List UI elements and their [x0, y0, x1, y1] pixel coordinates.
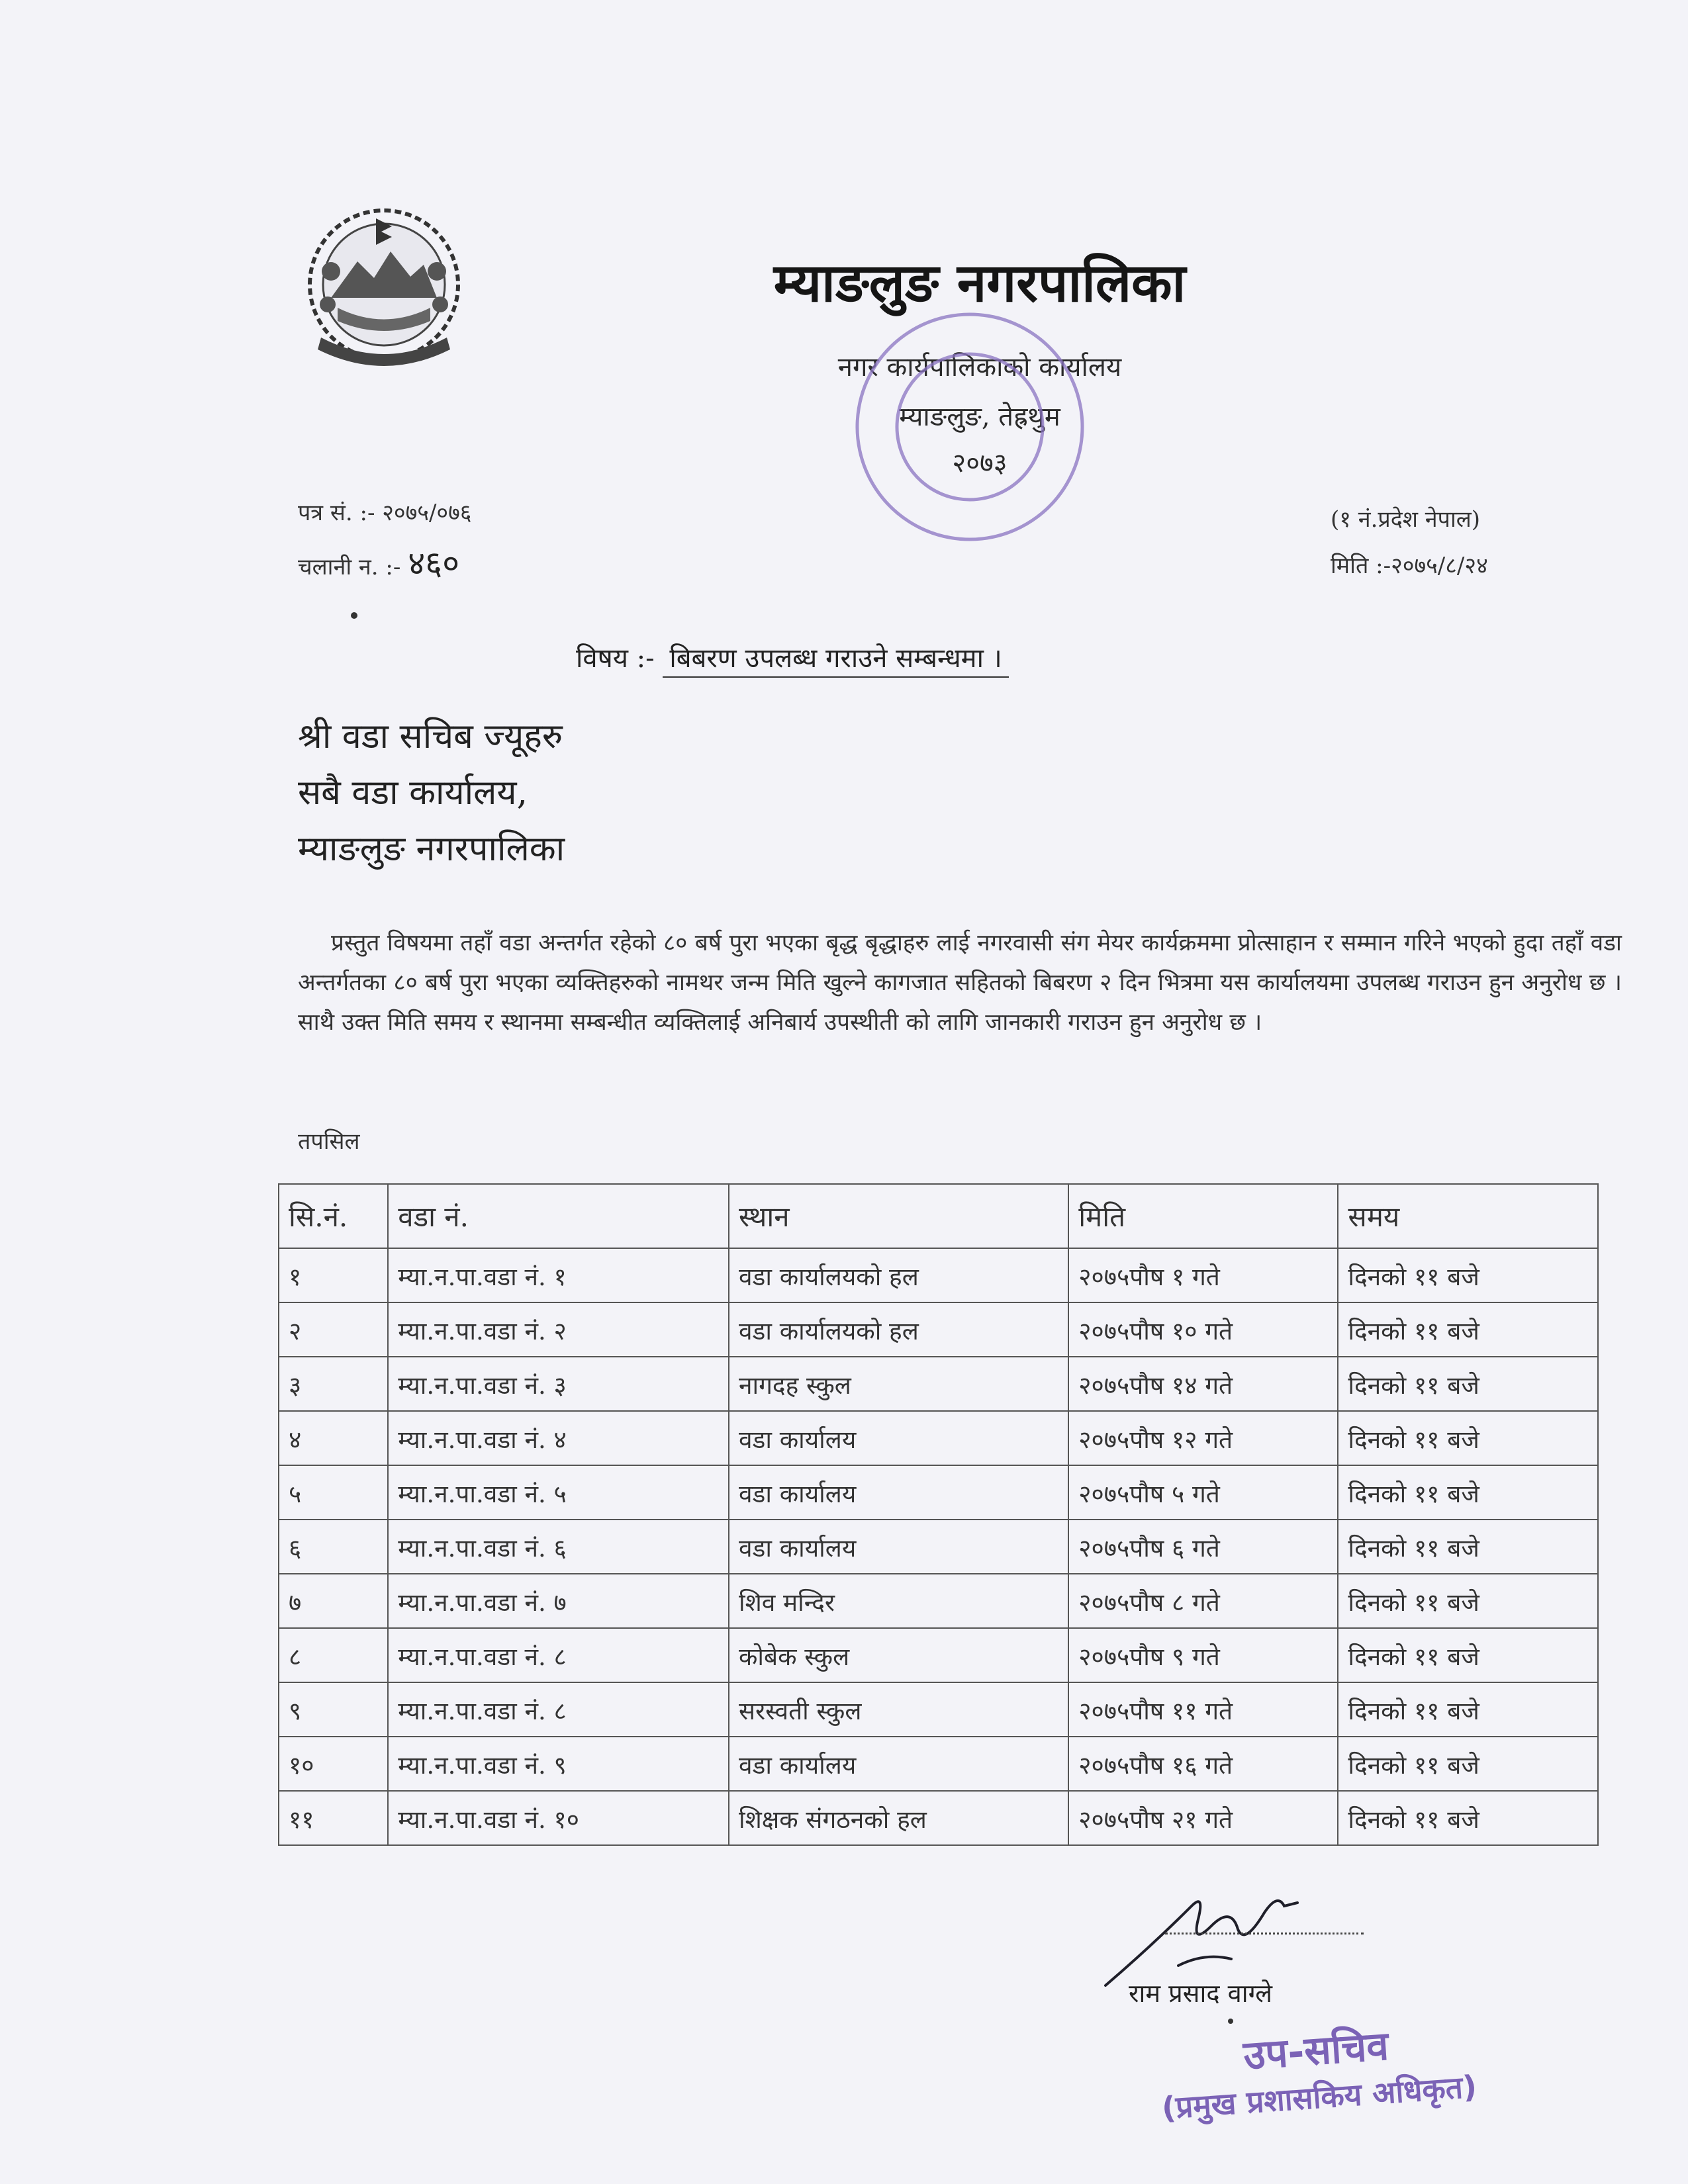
established-year: २०७३ — [952, 448, 1008, 478]
nepal-emblem-icon — [291, 199, 477, 377]
patra-number — [298, 496, 471, 527]
cell-date: २०७५पौष १२ गते — [1068, 1411, 1338, 1465]
office-name: नगर कार्यपालिकाको कार्यालय — [837, 352, 1122, 383]
header-time: समय — [1338, 1184, 1598, 1248]
cell-ward: म्या.न.पा.वडा नं. ५ — [388, 1465, 729, 1520]
cell-ward: म्या.न.पा.वडा नं. १० — [388, 1791, 729, 1845]
header-ward: वडा नं. — [388, 1184, 729, 1248]
chalani-number — [298, 539, 459, 584]
cell-serial: ८ — [279, 1628, 388, 1682]
cell-serial: ७ — [279, 1574, 388, 1628]
letter-body: प्रस्तुत विषयमा तहाँ वडा अन्तर्गत रहेको ८० बर्ष पुरा भएका बृद्ध बृद्धाहरु लाई नगरवासी संग मेयर कार्यक्रममा प्रोत्साहान र सम्मान गरिने भएको हुदा तहाँ वडा अन्तर्गतका ८० बर्ष पुरा भएका व्यक्तिहरुको नामथर जन्म मिति खुल्ने कागजात सहितको बिबरण २ दिन भित्रमा यस कार्यालयमा उपलब्ध गराउन हुन अनुरोध छ । साथै उक्त मिति समय र स्थानमा सम्बन्धीत व्यक्तिलाई अनिबार्य उपस्थीती को लागि जानकारी गराउन हुन अनुरोध छ । — [298, 930, 1622, 1036]
cell-serial: ५ — [279, 1465, 388, 1520]
office-round-stamp-icon — [841, 298, 1099, 556]
table-row — [279, 1411, 1598, 1465]
cell-date: २०७५पौष ५ गते — [1068, 1465, 1338, 1520]
cell-date: २०७५पौष ११ गते — [1068, 1682, 1338, 1737]
cell-ward: म्या.न.पा.वडा नं. ९ — [388, 1737, 729, 1791]
cell-ward: म्या.न.पा.वडा नं. ८ — [388, 1682, 729, 1737]
cell-place: वडा कार्यालय — [729, 1411, 1068, 1465]
cell-place: वडा कार्यालय — [729, 1737, 1068, 1791]
stamp-line-2: (प्रमुख प्रशासकिय अधिकृत) — [1160, 2068, 1478, 2126]
cell-serial: २ — [279, 1302, 388, 1357]
letter-date — [1331, 549, 1488, 580]
ink-speck — [1228, 2019, 1233, 2024]
cell-place: नागदह स्कुल — [729, 1357, 1068, 1411]
header-date: मिति — [1068, 1184, 1338, 1248]
cell-place: कोबेक स्कुल — [729, 1628, 1068, 1682]
cell-ward: म्या.न.पा.वडा नं. ७ — [388, 1574, 729, 1628]
subject-text: बिबरण उपलब्ध गराउने सम्बन्धमा । — [663, 643, 1008, 678]
table-row — [279, 1574, 1598, 1628]
cell-place: वडा कार्यालय — [729, 1520, 1068, 1574]
cell-date: २०७५पौष ९ गते — [1068, 1628, 1338, 1682]
cell-time: दिनको ११ बजे — [1338, 1520, 1598, 1574]
cell-ward: म्या.न.पा.वडा नं. ३ — [388, 1357, 729, 1411]
cell-serial: ११ — [279, 1791, 388, 1845]
date-value: २०७५/८/२४ — [1391, 553, 1488, 579]
addressee-line-2: सबै वडा कार्यालय, — [298, 773, 528, 813]
header-serial: सि.नं. — [279, 1184, 388, 1248]
subject-label: विषय :- — [576, 643, 655, 674]
cell-serial: १० — [279, 1737, 388, 1791]
cell-serial: १ — [279, 1248, 388, 1302]
table-row — [279, 1357, 1598, 1411]
official-designation-stamp — [1149, 2011, 1486, 2129]
cell-date: २०७५पौष १४ गते — [1068, 1357, 1338, 1411]
cell-date: २०७५पौष १६ गते — [1068, 1737, 1338, 1791]
tapasil-label: तपसिल — [298, 1128, 360, 1155]
cell-place: शिक्षक संगठनको हल — [729, 1791, 1068, 1845]
cell-time: दिनको ११ बजे — [1338, 1357, 1598, 1411]
table-row — [279, 1520, 1598, 1574]
table-row — [279, 1682, 1598, 1737]
cell-place: सरस्वती स्कुल — [729, 1682, 1068, 1737]
addressee-line-1: श्री वडा सचिब ज्यूहरु — [298, 717, 563, 756]
cell-serial: ९ — [279, 1682, 388, 1737]
table-row — [279, 1465, 1598, 1520]
table-row — [279, 1302, 1598, 1357]
chalani-value: ४६० — [408, 544, 460, 582]
cell-time: दिनको ११ बजे — [1338, 1737, 1598, 1791]
chalani-label: चलानी न. :- — [298, 554, 401, 580]
cell-date: २०७५पौष १० गते — [1068, 1302, 1338, 1357]
cell-date: २०७५पौष १ गते — [1068, 1248, 1338, 1302]
cell-ward: म्या.न.पा.वडा नं. ४ — [388, 1411, 729, 1465]
signature-line — [1165, 1933, 1364, 1934]
addressee-line-3: म्याङलुङ नगरपालिका — [298, 829, 565, 869]
cell-ward: म्या.न.पा.वडा नं. १ — [388, 1248, 729, 1302]
header-place: स्थान — [729, 1184, 1068, 1248]
cell-time: दिनको ११ बजे — [1338, 1302, 1598, 1357]
cell-time: दिनको ११ बजे — [1338, 1411, 1598, 1465]
patra-label: पत्र सं. :- — [298, 500, 375, 526]
cell-ward: म्या.न.पा.वडा नं. ८ — [388, 1628, 729, 1682]
signatory-name: राम प्रसाद वाग्ले — [1129, 1979, 1273, 2008]
cell-time: दिनको ११ बजे — [1338, 1682, 1598, 1737]
municipality-title: म्याङलुङ नगरपालिका — [773, 252, 1186, 314]
cell-time: दिनको ११ बजे — [1338, 1465, 1598, 1520]
schedule-table — [278, 1183, 1599, 1846]
cell-serial: ४ — [279, 1411, 388, 1465]
table-header-row — [279, 1184, 1598, 1248]
province-label: (१ नं.प्रदेश नेपाल) — [1331, 506, 1481, 533]
date-label: मिति :- — [1331, 553, 1391, 579]
cell-serial: ३ — [279, 1357, 388, 1411]
cell-place: वडा कार्यालय — [729, 1465, 1068, 1520]
table-row — [279, 1628, 1598, 1682]
ink-speck — [351, 612, 357, 619]
subject-line — [576, 639, 1009, 675]
table-row — [279, 1791, 1598, 1845]
cell-place: वडा कार्यालयको हल — [729, 1302, 1068, 1357]
cell-time: दिनको ११ बजे — [1338, 1628, 1598, 1682]
patra-value: २०७५/०७६ — [382, 500, 472, 526]
cell-date: २०७५पौष ६ गते — [1068, 1520, 1338, 1574]
cell-ward: म्या.न.पा.वडा नं. २ — [388, 1302, 729, 1357]
cell-place: वडा कार्यालयको हल — [729, 1248, 1068, 1302]
cell-date: २०७५पौष ८ गते — [1068, 1574, 1338, 1628]
cell-time: दिनको ११ बजे — [1338, 1574, 1598, 1628]
cell-time: दिनको ११ बजे — [1338, 1248, 1598, 1302]
cell-ward: म्या.न.पा.वडा नं. ६ — [388, 1520, 729, 1574]
office-location: म्याङलुङ, तेह्रथुम — [899, 402, 1060, 432]
cell-place: शिव मन्दिर — [729, 1574, 1068, 1628]
table-row — [279, 1248, 1598, 1302]
stamp-line-1: उप-सचिव — [1242, 2023, 1390, 2079]
cell-date: २०७५पौष २१ गते — [1068, 1791, 1338, 1845]
cell-time: दिनको ११ बजे — [1338, 1791, 1598, 1845]
cell-serial: ६ — [279, 1520, 388, 1574]
table-row — [279, 1737, 1598, 1791]
